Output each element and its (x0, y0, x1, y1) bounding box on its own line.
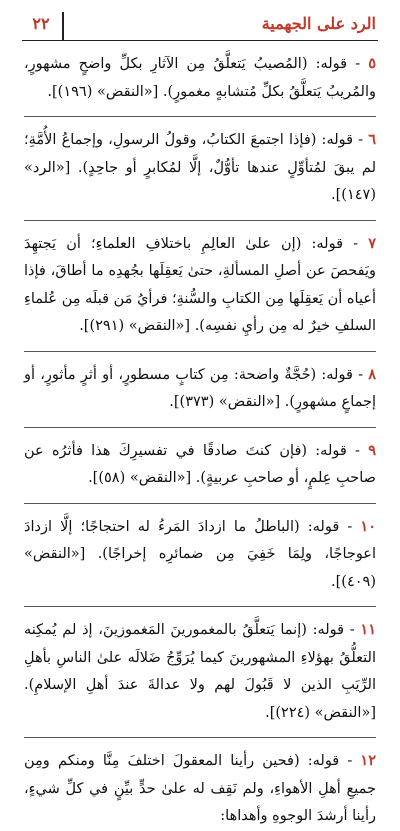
page-number: ٢٢ (32, 14, 50, 33)
quote-entry-10 (24, 513, 376, 597)
entry-number: ٨ (368, 365, 376, 383)
quote-entry-11 (24, 616, 376, 727)
entry-separator (24, 606, 376, 607)
quote-entry-12 (24, 747, 376, 831)
entry-number: ١١ (360, 621, 376, 638)
quote-entry-5 (24, 50, 376, 106)
entry-number: ١٠ (360, 517, 376, 535)
entry-separator (24, 351, 376, 352)
entry-separator (24, 503, 376, 504)
running-title: الرد على الجهمية (261, 14, 376, 33)
quote-entry-7 (24, 230, 376, 341)
entry-text: - قوله: (فحين رأينا المعقولَ اختلفَ مِنَّا ومنكم ومِن جميعِ أهلِ الأهواءِ، ولم نَقِف له علىٰ حدٍّ بيِّنٍ في كلِّ شيءٍ، رأينا أرشدَ الوجوهِ وأهداها: (24, 753, 376, 824)
page-header (22, 8, 378, 41)
entry-separator (24, 427, 376, 428)
header-divider (62, 12, 64, 40)
entry-number: ١٢ (360, 752, 376, 769)
entry-separator (24, 220, 376, 221)
entry-separator (24, 116, 376, 117)
entry-number: ٦ (368, 131, 376, 148)
entry-text: - قوله: (حُجَّةٌ واضحة: مِن كتابٍ مسطورٍ، أو أثرٍ مأثورٍ، أو إجماعٍ مشهورٍ). [«النقض» (٣٧٣)]. (24, 366, 376, 410)
quote-entry-8 (24, 361, 376, 417)
entry-number: ٩ (368, 441, 376, 459)
entry-text: - قوله: (إنما يَتعلَّقُ بالمغمورينَ المَغموزينَ، إذ لم يُمكِنه التعلُّقُ بهؤلاءِ المشهورينَ كيما يُرَوِّجُ ضَلالَه علىٰ الناسِ بأهلِ الرِّيَبِ الذين لا قَبُولَ لهم ولا عدالةَ عندَ أهلِ الإسلامِ). [«النقض» (٢٢٤)]. (24, 622, 376, 721)
entry-number: ٧ (368, 234, 376, 252)
quote-entry-6 (24, 126, 376, 210)
entry-separator (24, 737, 376, 738)
entry-text: - قوله: (الباطلُ ما ازدادَ المَرءُ له احتجاجًا؛ إلَّا ازدادَ اعوجاجًا، ولِمَا خَفِيَ مِن ضمائرِه إخراجًا). [«النقض» (٤٠٩)]. (24, 518, 376, 590)
quote-entry-9 (24, 437, 376, 493)
page-body (24, 50, 376, 831)
entry-text: - قوله: (إن علىٰ العالِمِ باختلافِ العلماءِ؛ أن يَجتهِدَ ويَفحصَ عن أصلِ المسألةِ، حتىٰ يَعقِلَها بجُهدِه ما أطاقَ، فإذا أعياه أن يَعقِلَها مِن الكتابِ والسُّنةِ؛ فرأيُ مَن قبلَه مِن عُلماءِ السلفِ خيرٌ له مِن رأيِ نفسِه). [«النقض» (٢٩١)]. (24, 235, 376, 334)
entry-text: - قوله: (المُصيبُ يَتعلَّقُ مِن الآثارِ بكلِّ واضحٍ مشهورٍ، والمُريبُ يَتعلَّقُ بكلِّ مُتشابهٍ مغمورٍ). [«النقض» (١٩٦)]. (24, 56, 376, 100)
entry-text: - قوله: (فإذا اجتمعَ الكتابُ، وقولُ الرسولِ، وإجماعُ الأُمَّةِ؛ لم يبقَ لمُتأوِّلٍ عندها تأوُّلٌ، إلَّا لمُكابرٍ أو جاحِدٍ). [«الرد» (١٤٧)]. (24, 132, 376, 203)
entry-text: - قوله: (فإن كنتَ صادقًا في تفسيرِكَ هذا فأثرُه عن صاحبِ عِلمٍ، أو صاحبِ عربيةٍ). [«النقض» (٥٨)]. (24, 442, 376, 486)
entry-number: ٥ (368, 55, 376, 72)
